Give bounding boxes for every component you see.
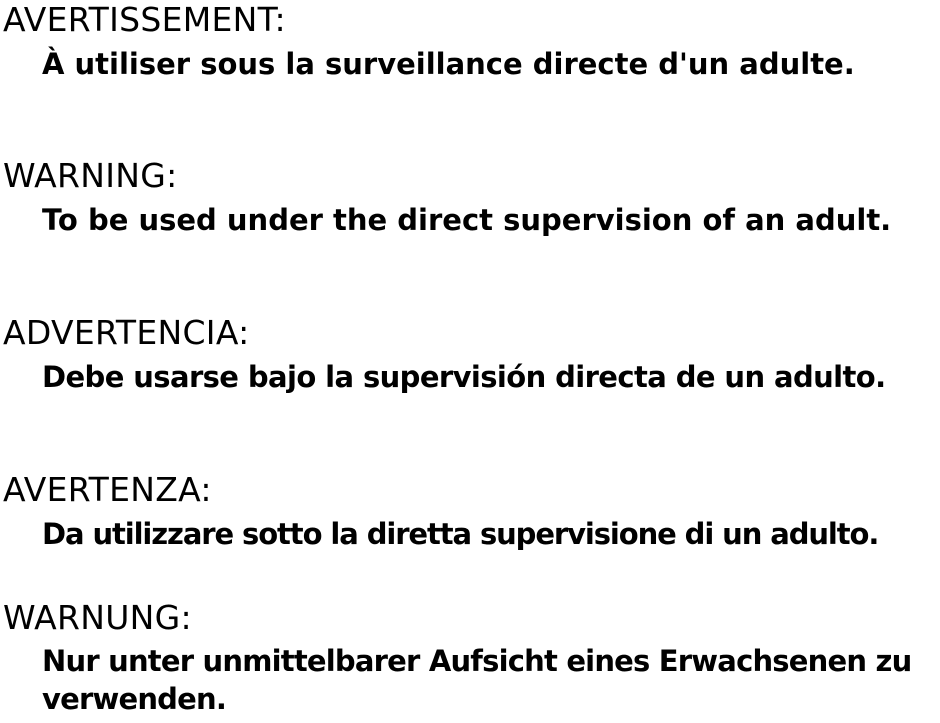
warning-text: Da utilizzare sotto la diretta supervisione di un adulto. <box>42 517 879 551</box>
warning-text: To be used under the direct supervision of an adult. <box>42 203 892 237</box>
warning-text: Debe usarse bajo la supervisión directa de un adulto. <box>42 360 886 394</box>
warning-heading: AVERTISSEMENT: <box>3 0 286 39</box>
warning-text: Nur unter unmittelbarer Aufsicht eines Erwachsenen zu verwenden. <box>42 644 912 716</box>
warning-text: À utiliser sous la surveillance directe d'un adulte. <box>42 47 855 81</box>
warning-heading: WARNUNG: <box>3 598 192 637</box>
warning-heading: WARNING: <box>3 156 178 195</box>
warning-heading: AVERTENZA: <box>3 470 212 509</box>
warning-heading: ADVERTENCIA: <box>3 313 250 352</box>
